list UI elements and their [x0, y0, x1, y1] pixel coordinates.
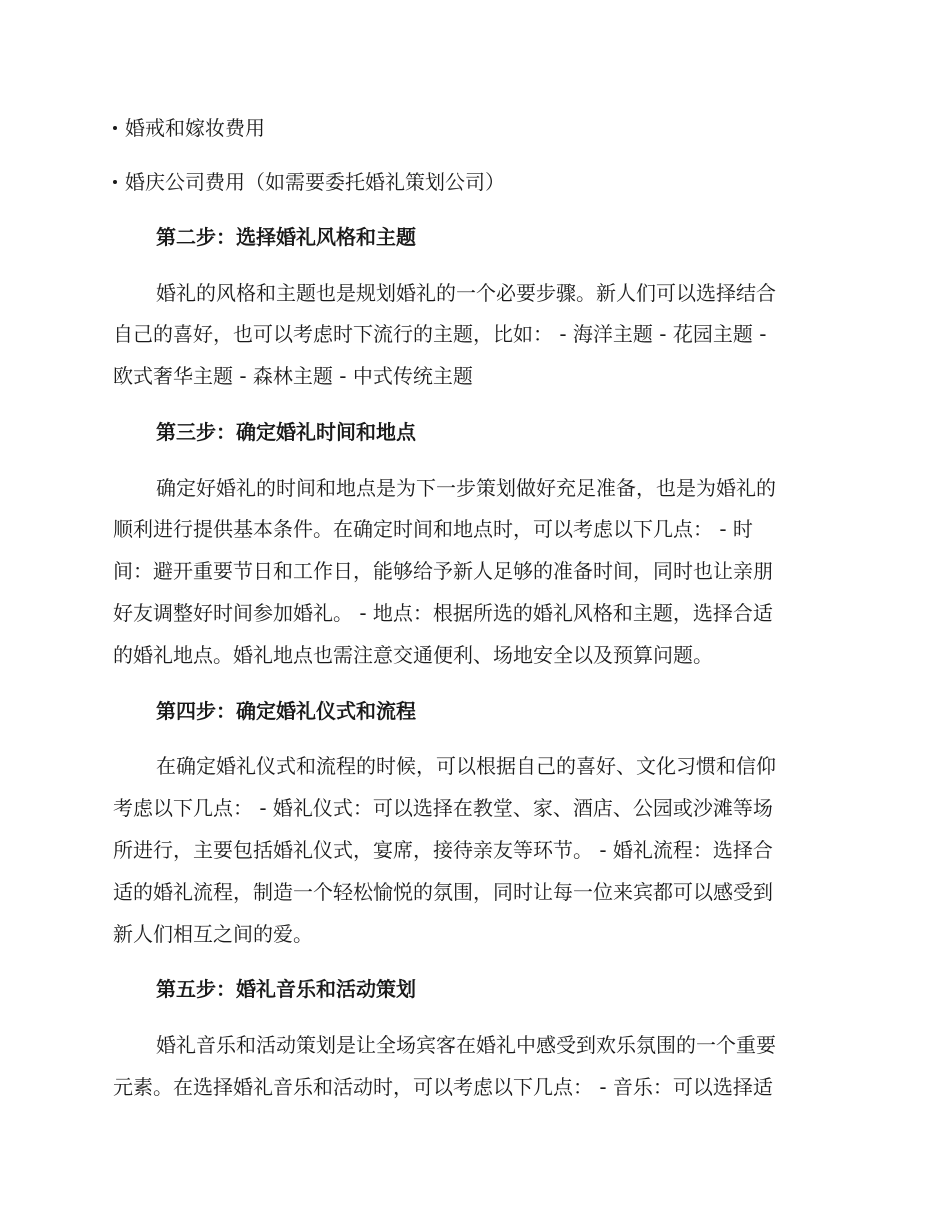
paragraph-line: 元素。在选择婚礼音乐和活动时，可以考虑以下几点： - 音乐：可以选择适 — [113, 1075, 773, 1099]
paragraph-line: 婚礼音乐和活动策划是让全场宾客在婚礼中感受到欢乐氛围的一个重要 — [156, 1033, 776, 1057]
paragraph-line: 自己的喜好，也可以考虑时下流行的主题，比如： - 海洋主题 - 花园主题 - — [113, 322, 767, 346]
bullet-text: 婚戒和嫁妆费用 — [125, 116, 265, 140]
paragraph-line: 婚礼的风格和主题也是规划婚礼的一个必要步骤。新人们可以选择结合 — [156, 281, 776, 305]
section-heading: 第二步：选择婚礼风格和主题 — [156, 225, 416, 249]
bullet-dot-icon — [113, 180, 117, 184]
paragraph-line: 新人们相互之间的爱。 — [113, 922, 313, 946]
paragraph-line: 欧式奢华主题 - 森林主题 - 中式传统主题 — [113, 364, 473, 388]
paragraph-line: 在确定婚礼仪式和流程的时候，可以根据自己的喜好、文化习惯和信仰 — [156, 754, 776, 778]
paragraph-line: 适的婚礼流程，制造一个轻松愉悦的氛围，同时让每一位来宾都可以感受到 — [113, 880, 773, 904]
section-heading: 第四步：确定婚礼仪式和流程 — [156, 699, 416, 723]
paragraph-line: 的婚礼地点。婚礼地点也需注意交通便利、场地安全以及预算问题。 — [113, 643, 713, 667]
paragraph-line: 间：避开重要节日和工作日，能够给予新人足够的准备时间，同时也让亲朋 — [113, 559, 773, 583]
section-heading: 第五步：婚礼音乐和活动策划 — [156, 977, 416, 1001]
paragraph-line: 顺利进行提供基本条件。在确定时间和地点时，可以考虑以下几点： - 时 — [113, 517, 753, 541]
paragraph-line: 好友调整好时间参加婚礼。 - 地点：根据所选的婚礼风格和主题，选择合适 — [113, 601, 773, 625]
bullet-dot-icon — [113, 126, 117, 130]
paragraph-line: 确定好婚礼的时间和地点是为下一步策划做好充足准备，也是为婚礼的 — [156, 476, 776, 500]
section-heading: 第三步：确定婚礼时间和地点 — [156, 420, 416, 444]
paragraph-line: 所进行，主要包括婚礼仪式，宴席，接待亲友等环节。 - 婚礼流程：选择合 — [113, 838, 773, 862]
bullet-item — [113, 115, 833, 141]
bullet-item — [113, 169, 833, 195]
bullet-text: 婚庆公司费用（如需要委托婚礼策划公司） — [125, 170, 505, 194]
paragraph-line: 考虑以下几点： - 婚礼仪式：可以选择在教堂、家、酒店、公园或沙滩等场 — [113, 796, 773, 820]
